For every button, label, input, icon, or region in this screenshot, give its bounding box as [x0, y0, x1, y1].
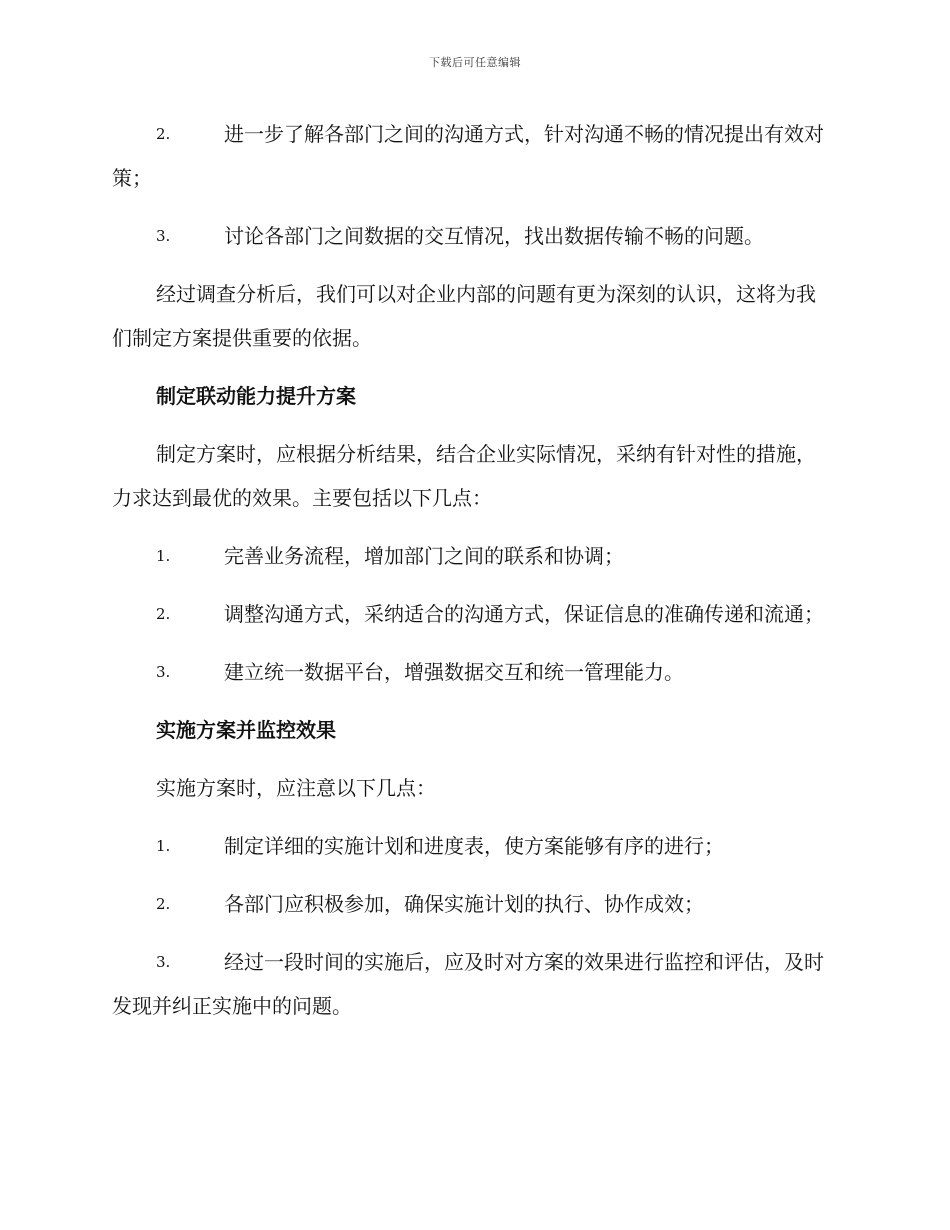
list-number: 3. — [156, 227, 171, 245]
paragraph: 经过调查分析后，我们可以对企业内部的问题有更为深刻的认识，这将为我们制定方案提供重要的依据。 — [112, 282, 816, 350]
section-heading: 制定联动能力提升方案 — [156, 384, 356, 408]
page-header: 下载后可任意编辑 — [429, 56, 521, 69]
list-text: 讨论各部门之间数据的交互情况，找出数据传输不畅的问题。 — [224, 224, 764, 248]
list-text: 完善业务流程，增加部门之间的联系和协调； — [224, 544, 624, 568]
list-item — [112, 592, 834, 636]
list-number: 1. — [156, 837, 171, 855]
list-item — [112, 112, 834, 200]
list-text: 进一步了解各部门之间的沟通方式，针对沟通不畅的情况提出有效对策； — [112, 122, 824, 190]
list-item — [112, 882, 834, 926]
list-number: 2. — [156, 895, 171, 913]
section-heading: 实施方案并监控效果 — [156, 718, 336, 742]
list-number: 2. — [156, 605, 171, 623]
paragraph: 实施方案时，应注意以下几点： — [156, 776, 436, 800]
list-text: 制定详细的实施计划和进度表，使方案能够有序的进行； — [224, 834, 724, 858]
list-item — [112, 214, 834, 258]
list-text: 各部门应积极参加，确保实施计划的执行、协作成效； — [224, 892, 704, 916]
paragraph: 制定方案时，应根据分析结果，结合企业实际情况，采纳有针对性的措施，力求达到最优的效果。主要包括以下几点： — [112, 442, 816, 510]
list-number: 3. — [156, 953, 171, 971]
list-item — [112, 534, 834, 578]
list-number: 2. — [156, 125, 171, 143]
list-text: 调整沟通方式，采纳适合的沟通方式，保证信息的准确传递和流通； — [224, 602, 824, 626]
list-item — [112, 824, 834, 868]
list-item — [112, 650, 834, 694]
list-text: 经过一段时间的实施后，应及时对方案的效果进行监控和评估，及时发现并纠正实施中的问题。 — [112, 950, 824, 1018]
document-body — [112, 112, 834, 1042]
list-text: 建立统一数据平台，增强数据交互和统一管理能力。 — [224, 660, 684, 684]
list-item — [112, 940, 834, 1028]
list-number: 3. — [156, 663, 171, 681]
list-number: 1. — [156, 547, 171, 565]
